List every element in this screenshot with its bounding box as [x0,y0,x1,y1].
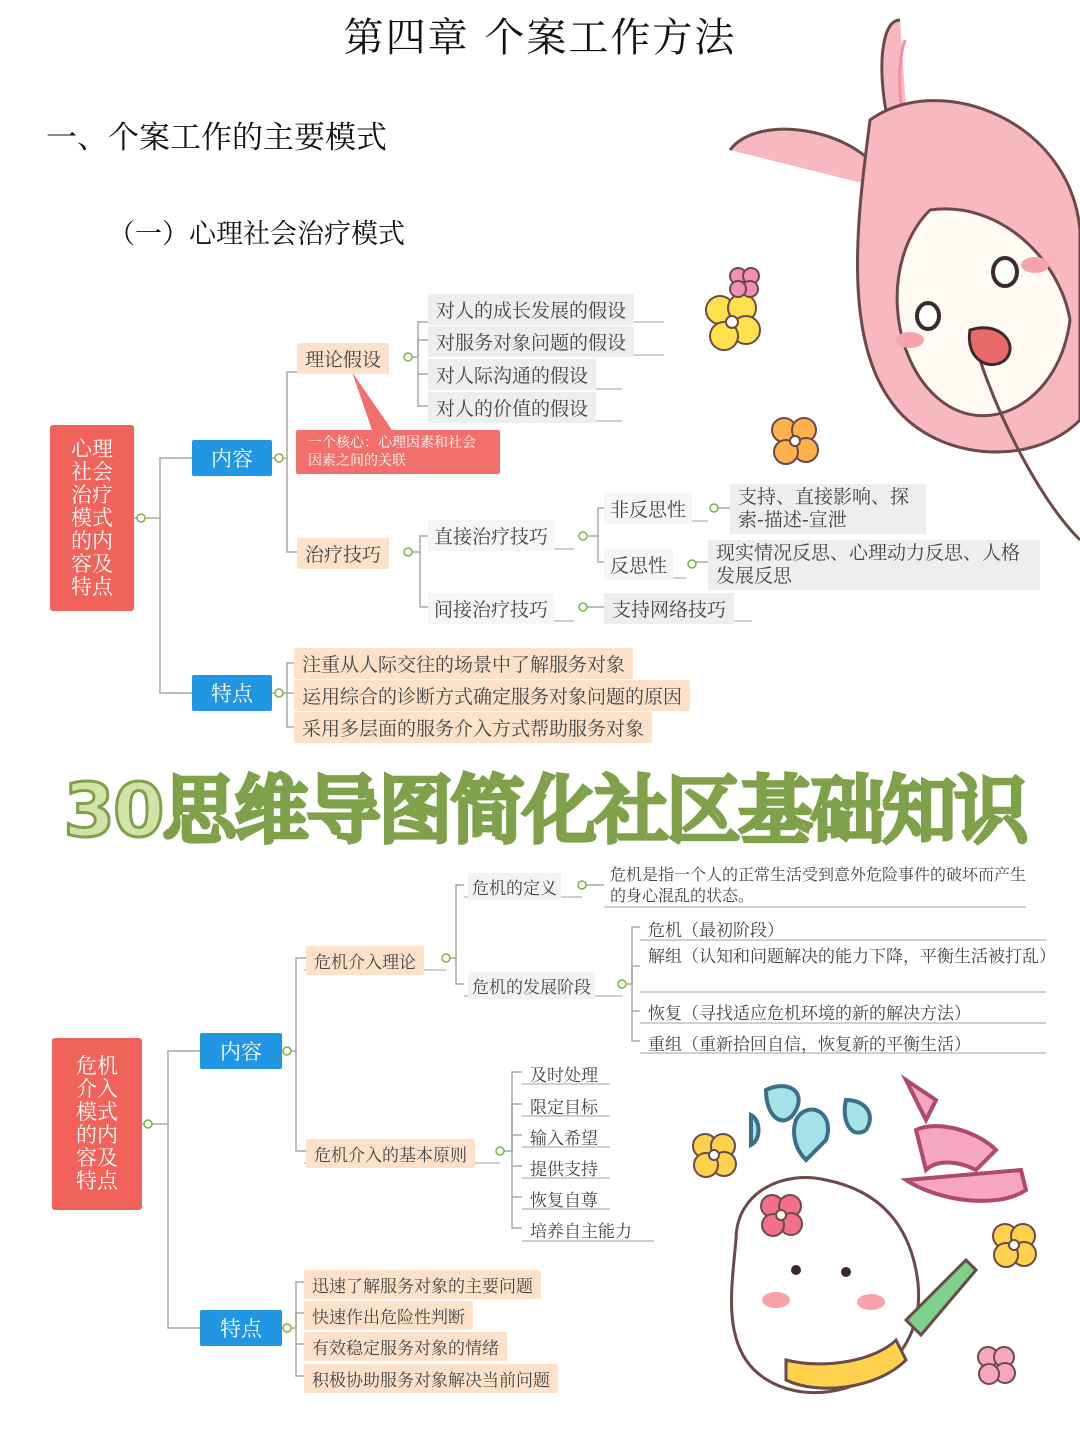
map2-root-node[interactable] [52,1038,142,1210]
map2-stage-item[interactable]: 危机（最初阶段） [648,921,784,941]
map1-nonreflective-node[interactable]: 非反思性 [604,493,692,524]
map2-root-label: 危机介入模式的内容及特点 [76,1054,118,1193]
map1-nonreflective-text: 支持、直接影响、探索-描述-宣泄 [730,484,926,534]
page-title: 第四章 个案工作方法 [343,15,737,61]
subsection-heading: （一）心理社会治疗模式 [108,219,405,250]
map1-theory-item[interactable]: 对人的成长发展的假设 [428,294,634,325]
map2-stage-item[interactable]: 重组（重新拾回自信，恢复新的平衡生活） [648,1035,971,1055]
map1-root-node[interactable] [50,425,134,611]
bunny-sticker-icon [700,0,1080,560]
map2-principle-item[interactable]: 限定目标 [530,1098,598,1118]
map2-principle-item[interactable]: 及时处理 [530,1066,598,1086]
section-heading: 一、个案工作的主要模式 [46,120,387,156]
map2-principle-item[interactable]: 恢复自尊 [530,1191,598,1211]
map1-theory-item[interactable]: 对服务对象问题的假设 [428,326,634,357]
map1-theory-item[interactable]: 对人的价值的假设 [428,392,596,423]
map2-stage-item[interactable]: 恢复（寻找适应危机环境的新的解决方法） [648,1004,971,1024]
map1-direct-technique-node[interactable]: 直接治疗技巧 [428,520,554,551]
map2-definition-node[interactable]: 危机的定义 [468,873,561,900]
map2-definition-text: 危机是指一个人的正常生活受到意外危险事件的破坏而产生的身心混乱的状态。 [610,865,1027,905]
map1-theory-node[interactable]: 理论假设 [297,343,389,374]
map1-feature-item[interactable]: 运用综合的诊断方式确定服务对象问题的原因 [294,680,690,711]
map1-root-label: 心理社会治疗模式的内容及特点 [71,436,113,599]
map2-theory-node[interactable]: 危机介入理论 [306,946,424,975]
map2-principles-node[interactable]: 危机介入的基本原则 [306,1139,475,1168]
map1-feature-item[interactable]: 注重从人际交往的场景中了解服务对象 [294,648,633,679]
map2-stage-item[interactable]: 解组（认知和问题解决的能力下降，平衡生活被打乱） [648,947,1056,967]
map2-feature-item[interactable]: 迅速了解服务对象的主要问题 [304,1270,541,1299]
map1-technique-node[interactable]: 治疗技巧 [297,538,389,569]
map1-reflective-text: 现实情况反思、心理动力反思、人格发展反思 [708,540,1040,590]
map1-callout-note: 一个核心：心理因素和社会因素之间的关联 [296,430,500,474]
map2-stages-node[interactable]: 危机的发展阶段 [468,972,595,999]
map2-principle-item[interactable]: 培养自主能力 [530,1222,632,1242]
map2-principle-item[interactable]: 提供支持 [530,1160,598,1180]
map1-feature-item[interactable]: 采用多层面的服务介入方式帮助服务对象 [294,712,652,743]
map1-reflective-node[interactable]: 反思性 [604,549,673,580]
map1-content-node[interactable]: 内容 [192,440,272,476]
map2-content-node[interactable]: 内容 [200,1033,282,1069]
map2-features-node[interactable]: 特点 [200,1310,282,1346]
map2-feature-item[interactable]: 快速作出危险性判断 [304,1301,473,1330]
map2-principle-item[interactable]: 输入希望 [530,1129,598,1149]
map2-feature-item[interactable]: 积极协助服务对象解决当前问题 [304,1364,558,1393]
map1-indirect-technique-node[interactable]: 间接治疗技巧 [428,593,554,624]
map2-feature-item[interactable]: 有效稳定服务对象的情绪 [304,1332,507,1361]
map1-theory-item[interactable]: 对人际沟通的假设 [428,359,596,390]
map1-features-node[interactable]: 特点 [192,675,272,711]
mascot-sticker-icon [676,1060,1056,1430]
banner-title: 30思维导图简化社区基础知识 [63,768,1027,854]
map1-indirect-text: 支持网络技巧 [604,593,734,624]
